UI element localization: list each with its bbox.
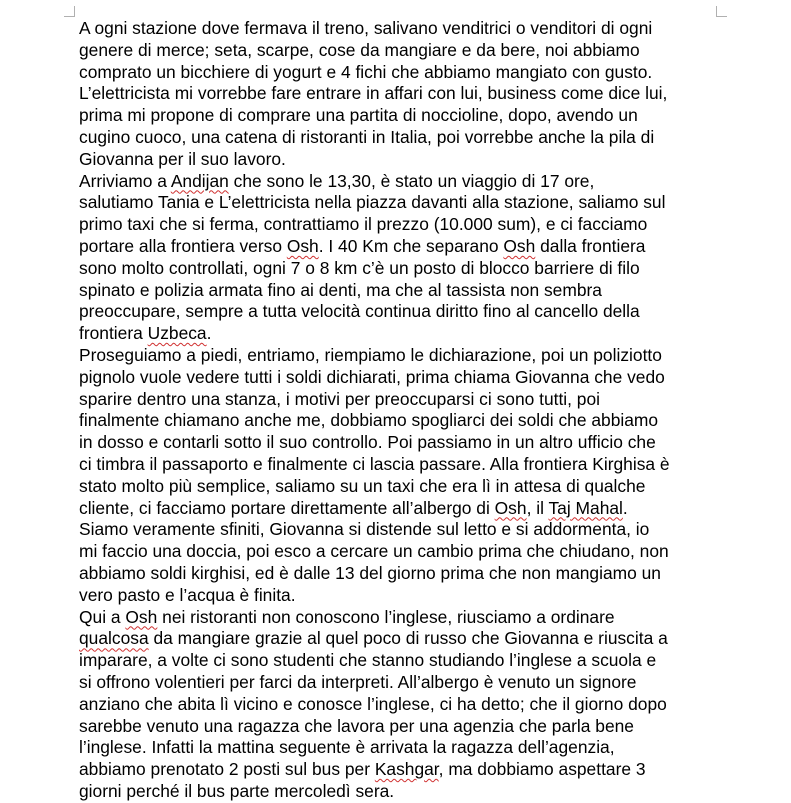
- text-line: Proseguiamo a piedi, entriamo, riempiamo le dichiarazione, poi un poliziotto: [79, 344, 662, 365]
- spellcheck-flagged-word[interactable]: Kashgar: [374, 759, 439, 780]
- text-line: primo taxi che si ferma, contrattiamo il prezzo (10.000 sum), e ci facciamo: [79, 214, 648, 235]
- text-line: pignolo vuole vedere tutti i soldi dichiarati, prima chiama Giovanna che vedo: [79, 366, 665, 387]
- text-line: genere di merce; seta, scarpe, cose da mangiare e da bere, noi abbiamo: [79, 39, 640, 60]
- text-line: ci timbra il passaporto e finalmente ci lascia passare. Alla frontiera Kirghisa è: [79, 453, 670, 474]
- text-line: sarebbe venuto una ragazza che lavora per una agenzia che parla bene: [79, 715, 634, 736]
- paragraph: [79, 18, 729, 171]
- text-line: anziano che abita lì vicino e conosce l’inglese, ci ha detto; che il giorno dopo: [79, 693, 667, 714]
- spellcheck-flagged-word[interactable]: Andijan: [170, 170, 229, 191]
- spellcheck-flagged-word[interactable]: Taj Mahal: [548, 497, 623, 518]
- text-line: L’elettricista mi vorrebbe fare entrare in affari con lui, business come dice lui,: [79, 83, 668, 104]
- text-line: cugino cuoco, una catena di ristoranti in Italia, poi vorrebbe anche la pila di: [79, 126, 655, 147]
- text-line: abbiamo prenotato 2 posti sul bus per Kashgar, ma dobbiamo aspettare 3: [79, 759, 646, 780]
- paragraph: [79, 345, 729, 607]
- text-line: frontiera Uzbeca.: [79, 323, 212, 344]
- text-line: comprato un bicchiere di yogurt e 4 fichi che abbiamo mangiato con gusto.: [79, 61, 653, 82]
- document-body[interactable]: [79, 18, 729, 803]
- text-line: preoccupare, sempre a tutta velocità continua diritto fino al cancello della: [79, 301, 640, 322]
- text-line: A ogni stazione dove fermava il treno, salivano venditrici o venditori di ogni: [79, 18, 653, 38]
- text-line: cliente, ci facciamo portare direttamente all’albergo di Osh, il Taj Mahal.: [79, 497, 628, 518]
- spellcheck-flagged-word[interactable]: Osh: [503, 235, 536, 256]
- paragraph: [79, 171, 729, 345]
- spellcheck-flagged-word[interactable]: Osh: [286, 235, 319, 256]
- text-line: giorni perché il bus parte mercoledì sera.: [79, 780, 395, 801]
- text-line: mi faccio una doccia, poi esco a cercare un cambio prima che chiudano, non: [79, 541, 669, 562]
- spellcheck-flagged-word[interactable]: Uzbeca: [147, 323, 207, 344]
- text-line: abbiamo soldi kirghisi, ed è dalle 13 del giorno prima che non mangiamo un: [79, 562, 661, 583]
- text-line: Qui a Osh nei ristoranti non conoscono l’inglese, riusciamo a ordinare: [79, 606, 615, 627]
- spellcheck-flagged-word[interactable]: Osh: [125, 606, 158, 627]
- text-line: prima mi propone di comprare una partita di noccioline, dopo, avendo un: [79, 105, 638, 126]
- text-line: si offrono volentieri per farci da interpreti. All’albergo è venuto un signore: [79, 671, 637, 692]
- text-line: portare alla frontiera verso Osh. I 40 Km che separano Osh dalla frontiera: [79, 235, 646, 256]
- spellcheck-flagged-word[interactable]: Osh: [494, 497, 527, 518]
- text-line: in dosso e contarli sotto il suo controllo. Poi passiamo in un altro ufficio che: [79, 432, 656, 453]
- text-line: spinato e polizia armata fino ai denti, ma che al tassista non sembra: [79, 279, 602, 300]
- paragraph: [79, 607, 729, 803]
- text-line: l’inglese. Infatti la mattina seguente è arrivata la ragazza dell’agenzia,: [79, 737, 615, 758]
- text-line: qualcosa da mangiare grazie al quel poco di russo che Giovanna e riuscita a: [79, 628, 668, 649]
- margin-corner-top-left: [64, 6, 75, 17]
- text-line: Siamo veramente sfiniti, Giovanna si distende sul letto e si addormenta, io: [79, 519, 650, 540]
- text-line: stato molto più semplice, saliamo su un taxi che era lì in attesa di qualche: [79, 475, 646, 496]
- text-line: finalmente chiamano anche me, dobbiamo spogliarci dei soldi che abbiamo: [79, 410, 659, 431]
- text-line: salutiamo Tania e L’elettricista nella piazza davanti alla stazione, saliamo sul: [79, 192, 666, 213]
- text-line: sono molto controllati, ogni 7 o 8 km c’è un posto di blocco barriere di filo: [79, 257, 640, 278]
- text-line: Arriviamo a Andijan che sono le 13,30, è stato un viaggio di 17 ore,: [79, 170, 595, 191]
- text-line: vero pasto e l’acqua è finita.: [79, 584, 296, 605]
- margin-corner-top-right: [716, 6, 727, 17]
- text-line: imparare, a volte ci sono studenti che stanno studiando l’inglese a scuola e: [79, 650, 657, 671]
- text-line: Giovanna per il suo lavoro.: [79, 148, 286, 169]
- text-line: sparire dentro una stanza, i motivi per preoccuparsi ci sono tutti, poi: [79, 388, 601, 409]
- spellcheck-flagged-word[interactable]: qualcosa: [79, 628, 149, 649]
